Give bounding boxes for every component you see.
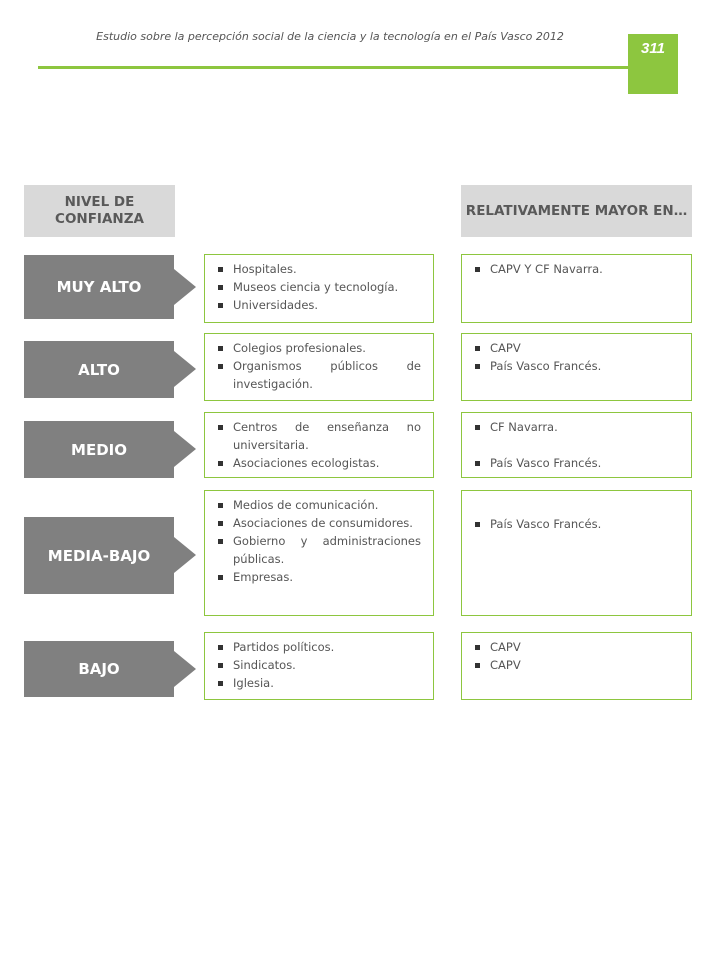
list-item: CAPV (472, 656, 679, 674)
institutions-box (204, 412, 434, 478)
institutions-box (204, 254, 434, 323)
list-item: Asociaciones de consumidores. (215, 514, 421, 532)
list-item: Partidos políticos. (215, 638, 421, 656)
arrow-icon (174, 537, 196, 573)
list-item: Medios de comunicación. (215, 496, 421, 514)
level-label: BAJO (24, 641, 174, 697)
level-column-heading: NIVEL DE CONFIANZA (24, 185, 175, 237)
list-item: País Vasco Francés. (472, 357, 679, 375)
relative-column-heading: RELATIVAMENTE MAYOR EN… (461, 185, 692, 237)
list-item: País Vasco Francés. (472, 515, 679, 533)
level-label: MUY ALTO (24, 255, 174, 319)
page-number: 311 (628, 34, 678, 94)
level-label: ALTO (24, 341, 174, 398)
list-item: CAPV (472, 638, 679, 656)
level-label: MEDIA-BAJO (24, 517, 174, 594)
level-label: MEDIO (24, 421, 174, 478)
list-item: Centros de enseñanza no universitaria. (215, 418, 421, 454)
running-header: Estudio sobre la percepción social de la ciencia y la tecnología en el País Vasco 2012 (96, 30, 564, 43)
regions-box (461, 254, 692, 323)
institutions-box (204, 632, 434, 700)
regions-box (461, 333, 692, 401)
list-item: Universidades. (215, 296, 421, 314)
regions-box (461, 490, 692, 616)
list-item: Museos ciencia y tecnología. (215, 278, 421, 296)
arrow-icon (174, 431, 196, 467)
list-item: Iglesia. (215, 674, 421, 692)
institutions-box (204, 333, 434, 401)
arrow-icon (174, 269, 196, 305)
arrow-icon (174, 351, 196, 387)
list-item: CAPV (472, 339, 679, 357)
list-item: Colegios profesionales. (215, 339, 421, 357)
list-item: Hospitales. (215, 260, 421, 278)
arrow-icon (174, 651, 196, 687)
regions-box (461, 412, 692, 478)
list-item: Gobierno y administraciones públicas. (215, 532, 421, 568)
list-item: CAPV Y CF Navarra. (472, 260, 679, 278)
list-item: Asociaciones ecologistas. (215, 454, 421, 472)
regions-box (461, 632, 692, 700)
list-item: CF Navarra. (472, 418, 679, 436)
institutions-box (204, 490, 434, 616)
list-item: Empresas. (215, 568, 421, 586)
list-item: País Vasco Francés. (472, 454, 679, 472)
list-item: Organismos públicos de investigación. (215, 357, 421, 393)
header-rule (38, 66, 630, 69)
list-item: Sindicatos. (215, 656, 421, 674)
